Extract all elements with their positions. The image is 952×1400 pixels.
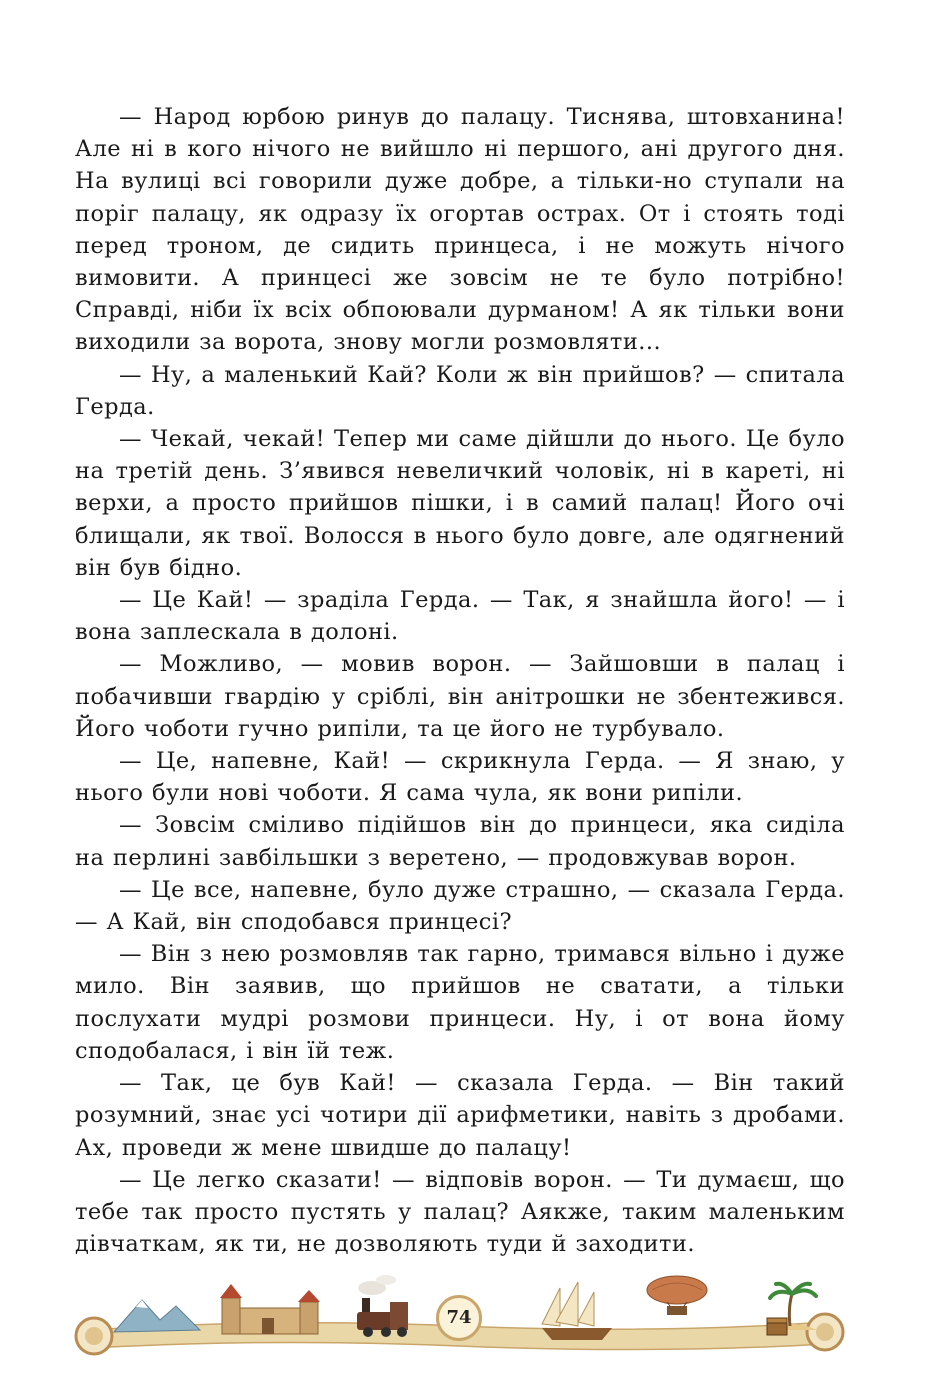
paragraph: — Це все, напевне, було дуже страшно, — сказала Герда. — А Кай, він сподобався принцесі? bbox=[75, 876, 845, 936]
paragraph: — Це, напевне, Кай! — скрикнула Герда. — Я знаю, у нього були нові чоботи. Я сама чула, як вони рипіли. bbox=[75, 748, 845, 807]
page-footer bbox=[72, 1270, 847, 1360]
treasure-chest-icon bbox=[767, 1318, 787, 1335]
page-text bbox=[75, 101, 845, 1260]
airship-icon bbox=[647, 1276, 707, 1315]
paragraph: — Він з нею розмовляв так гарно, тримався вільно і дуже мило. Він заявив, що прийшов не сватати, а тільки послухати мудрі розмови принцеси. Ну, і от вона йому сподобалася, і він їй теж. bbox=[75, 941, 845, 1064]
paragraph: — Зовсім сміливо підійшов він до принцеси, яка сиділа на перлині завбільшки з веретено, — продовжував ворон. bbox=[75, 812, 845, 871]
steam-train-icon bbox=[357, 1275, 408, 1337]
paragraph: — Ну, а маленький Кай? Коли ж він прийшов? — спитала Герда. bbox=[75, 361, 845, 420]
castle-icon bbox=[220, 1284, 320, 1334]
right-end-disc-icon bbox=[807, 1314, 843, 1350]
sailing-ship-icon bbox=[542, 1282, 612, 1340]
paragraph: — Це легко сказати! — відповів ворон. — Ти думаєш, що тебе так просто пустять у палац? Аякже, таким маленьким дівчаткам, як ти, не дозволяють туди й заходити. bbox=[75, 1166, 845, 1258]
paragraph: — Це Кай! — зраділа Герда. — Так, я знайшла його! — і вона заплескала в долоні. bbox=[75, 587, 845, 646]
paragraph: — Можливо, — мовив ворон. — Зайшовши в палац і побачивши гвардію у сріблі, він анітрошки не збентежився. Його чоботи гучно рипіли, та це його не турбувало. bbox=[75, 651, 845, 742]
paragraph: — Чекай, чекай! Тепер ми саме дійшли до нього. Це було на третій день. З’явився невеличкий чоловік, ні в кареті, ні верхи, а просто прийшов пішки, і в самий палац! Його очі блищали, як твої. Волосся в нього було довге, але одягнений він був бідно. bbox=[75, 426, 845, 581]
paragraph: — Так, це був Кай! — сказала Герда. — Він такий розумний, знає усі чотири дії арифметики, навіть з дробами. Ах, проведи ж мене швидше до палацу! bbox=[75, 1070, 845, 1161]
page-number: 74 bbox=[436, 1295, 482, 1341]
paragraph: — Народ юрбою ринув до палацу. Тиснява, штовханина! Але ні в кого нічого не вийшло ні першого, ані другого дня. На вулиці всі говорили дуже добре, а тільки-но ступали на поріг палацу, як одразу їх огортав острах. От і стоять тоді перед троном, де сидить принцеса, і не можуть нічого вимовити. А принцесі же зовсім не те було потрібно! Справді, ніби їх всіх обпоювали дурманом! А як тільки вони виходили за ворота, знову могли розмовляти... bbox=[75, 104, 845, 356]
left-end-disc-icon bbox=[76, 1318, 112, 1354]
mountains-icon bbox=[114, 1300, 200, 1332]
